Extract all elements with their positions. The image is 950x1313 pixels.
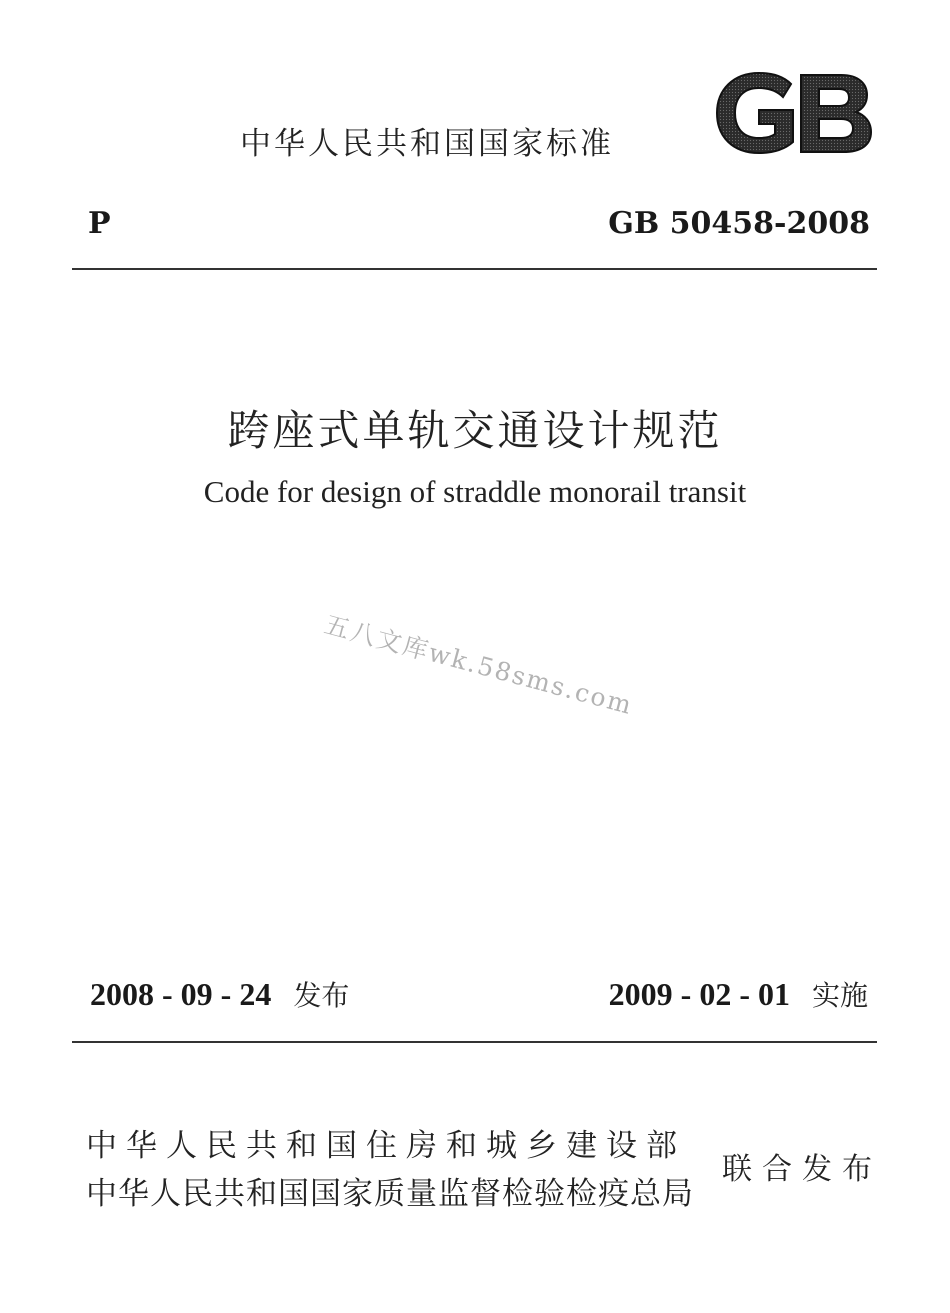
implement-label: 实施 bbox=[811, 979, 868, 1012]
publisher-ministry: 中华人民共和国住房和城乡建设部 bbox=[86, 1128, 686, 1164]
national-standard-heading: 中华人民共和国国家标准 bbox=[240, 126, 614, 162]
implement-date: 2009 - 02 - 01 bbox=[608, 976, 790, 1012]
issue-date: 2008 - 09 - 24 bbox=[90, 976, 272, 1012]
publisher-aqsiq: 中华人民共和国国家质量监督检验检疫总局 bbox=[86, 1176, 694, 1212]
title-english: Code for design of straddle monorail transit bbox=[203, 474, 747, 509]
issue-label: 发布 bbox=[293, 979, 350, 1012]
top-divider bbox=[72, 268, 877, 270]
standard-number: GB 50458-2008 bbox=[608, 206, 870, 241]
title-chinese: 跨座式单轨交通设计规范 bbox=[227, 406, 723, 455]
gb-logo bbox=[713, 70, 873, 156]
issue-date-row bbox=[90, 974, 349, 1014]
watermark: 五八文库wk.58sms.com bbox=[321, 609, 637, 721]
joint-issue-label: 联合发布 bbox=[722, 1152, 882, 1187]
standard-category: P bbox=[88, 206, 111, 241]
bottom-divider bbox=[72, 1041, 877, 1043]
implement-date-row bbox=[609, 974, 868, 1014]
